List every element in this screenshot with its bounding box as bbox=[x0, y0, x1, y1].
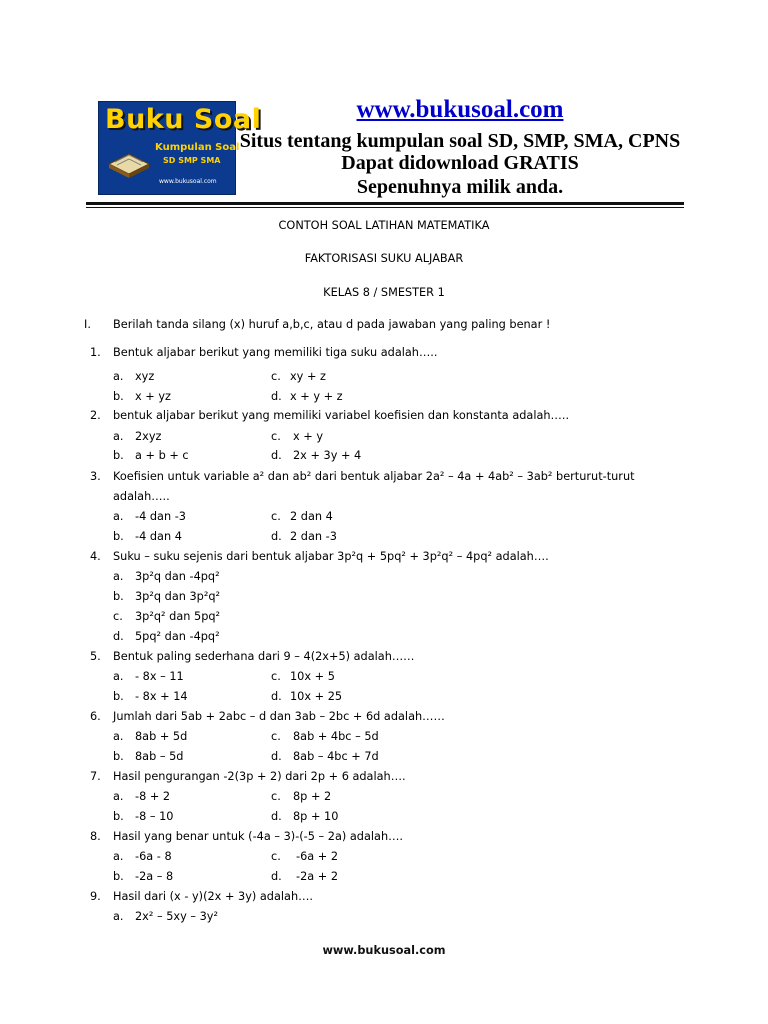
option-b: -2a – 8 bbox=[135, 870, 174, 883]
question-number: 8. bbox=[90, 830, 101, 843]
option-letter: c. bbox=[271, 790, 281, 803]
option-letter: d. bbox=[271, 870, 282, 883]
option-letter: c. bbox=[271, 370, 281, 383]
section-instruction: Berilah tanda silang (x) huruf a,b,c, atau d pada jawaban yang paling benar ! bbox=[113, 318, 551, 331]
question-number: 9. bbox=[90, 890, 101, 903]
site-logo bbox=[98, 101, 262, 195]
section-number: I. bbox=[84, 318, 91, 331]
footer-url[interactable]: www.bukusoal.com bbox=[322, 944, 446, 957]
option-c: -6a + 2 bbox=[296, 850, 339, 863]
option-a: -8 + 2 bbox=[135, 790, 171, 803]
question-number: 1. bbox=[90, 346, 101, 359]
site-url-link[interactable]: www.bukusoal.com bbox=[356, 96, 564, 123]
option-d: -2a + 2 bbox=[296, 870, 339, 883]
option-b: - 8x + 14 bbox=[135, 690, 188, 703]
option-letter: a. bbox=[113, 670, 124, 683]
option-letter: a. bbox=[113, 730, 124, 743]
option-letter: b. bbox=[113, 870, 124, 883]
question-text: Bentuk aljabar berikut yang memiliki tiga suku adalah….. bbox=[113, 346, 438, 359]
option-letter: c. bbox=[271, 730, 281, 743]
option-letter: d. bbox=[271, 750, 282, 763]
question-text: Hasil pengurangan -2(3p + 2) dari 2p + 6 adalah…. bbox=[113, 770, 406, 783]
question-text: Bentuk paling sederhana dari 9 – 4(2x+5) adalah…… bbox=[113, 650, 415, 663]
option-letter: a. bbox=[113, 850, 124, 863]
option-d: 2x + 3y + 4 bbox=[293, 449, 362, 462]
option-letter: a. bbox=[113, 570, 124, 583]
option-letter: b. bbox=[113, 750, 124, 763]
option-c: 8ab + 4bc – 5d bbox=[293, 730, 379, 743]
book-icon bbox=[107, 140, 151, 180]
logo-url: www.bukusoal.com bbox=[159, 178, 217, 185]
question-text: Koefisien untuk variable a² dan ab² dari bentuk aljabar 2a² – 4a + 4ab² – 3ab² berturut-turut bbox=[113, 470, 635, 483]
question-text: Hasil yang benar untuk (-4a – 3)-(-5 – 2a) adalah…. bbox=[113, 830, 404, 843]
option-a: -6a - 8 bbox=[135, 850, 172, 863]
option-letter: a. bbox=[113, 510, 124, 523]
option-c: 2 dan 4 bbox=[290, 510, 333, 523]
option-letter: b. bbox=[113, 590, 124, 603]
doc-title: CONTOH SOAL LATIHAN MATEMATIKA bbox=[278, 219, 490, 232]
option-letter: b. bbox=[113, 690, 124, 703]
option-letter: d. bbox=[271, 530, 282, 543]
option-a: -4 dan -3 bbox=[135, 510, 186, 523]
option-d: 5pq² dan -4pq² bbox=[135, 630, 220, 643]
doc-class: KELAS 8 / SMESTER 1 bbox=[323, 286, 445, 299]
option-a: 2x² – 5xy – 3y² bbox=[135, 910, 219, 923]
option-c: 8p + 2 bbox=[293, 790, 332, 803]
question-text: Jumlah dari 5ab + 2abc – d dan 3ab – 2bc + 6d adalah…… bbox=[113, 710, 445, 723]
question-number: 3. bbox=[90, 470, 101, 483]
option-b: -8 – 10 bbox=[135, 810, 174, 823]
option-letter: d. bbox=[271, 449, 282, 462]
option-letter: c. bbox=[113, 610, 123, 623]
option-letter: d. bbox=[113, 630, 124, 643]
option-b: 3p²q dan 3p²q² bbox=[135, 590, 221, 603]
option-a: 8ab + 5d bbox=[135, 730, 188, 743]
question-number: 2. bbox=[90, 409, 101, 422]
question-text-continued: adalah….. bbox=[113, 490, 170, 503]
option-letter: a. bbox=[113, 430, 124, 443]
option-b: -4 dan 4 bbox=[135, 530, 182, 543]
question-number: 6. bbox=[90, 710, 101, 723]
question-number: 5. bbox=[90, 650, 101, 663]
option-letter: a. bbox=[113, 790, 124, 803]
option-a: 3p²q dan -4pq² bbox=[135, 570, 220, 583]
logo-subtitle: Kumpulan Soal bbox=[155, 142, 240, 153]
header-divider-thin bbox=[86, 207, 684, 208]
option-c: 10x + 5 bbox=[290, 670, 335, 683]
logo-title: Buku Soal bbox=[105, 104, 262, 135]
option-letter: b. bbox=[113, 810, 124, 823]
tagline-3: Sepenuhnya milik anda. bbox=[356, 176, 564, 198]
option-d: x + y + z bbox=[290, 390, 343, 403]
option-letter: d. bbox=[271, 810, 282, 823]
option-letter: a. bbox=[113, 910, 124, 923]
doc-topic: FAKTORISASI SUKU ALJABAR bbox=[304, 252, 464, 265]
header-divider bbox=[86, 202, 684, 205]
option-letter: d. bbox=[271, 690, 282, 703]
option-letter: c. bbox=[271, 670, 281, 683]
option-d: 8p + 10 bbox=[293, 810, 339, 823]
option-b: a + b + c bbox=[135, 449, 189, 462]
option-a: xyz bbox=[135, 370, 155, 383]
question-number: 7. bbox=[90, 770, 101, 783]
option-b: 8ab – 5d bbox=[135, 750, 184, 763]
option-d: 2 dan -3 bbox=[290, 530, 337, 543]
option-letter: b. bbox=[113, 390, 124, 403]
option-letter: b. bbox=[113, 449, 124, 462]
option-b: x + yz bbox=[135, 390, 171, 403]
option-c: x + y bbox=[293, 430, 324, 443]
question-text: Suku – suku sejenis dari bentuk aljabar 3p²q + 5pq² + 3p²q² – 4pq² adalah…. bbox=[113, 550, 549, 563]
question-text: bentuk aljabar berikut yang memiliki variabel koefisien dan konstanta adalah….. bbox=[113, 409, 570, 422]
option-a: - 8x – 11 bbox=[135, 670, 184, 683]
tagline-2: Dapat didownload GRATIS bbox=[341, 152, 579, 174]
option-c: xy + z bbox=[290, 370, 326, 383]
option-letter: c. bbox=[271, 430, 281, 443]
question-text: Hasil dari (x - y)(2x + 3y) adalah…. bbox=[113, 890, 314, 903]
logo-levels: SD SMP SMA bbox=[163, 156, 221, 165]
option-a: 2xyz bbox=[135, 430, 162, 443]
option-letter: c. bbox=[271, 850, 281, 863]
option-letter: a. bbox=[113, 370, 124, 383]
question-number: 4. bbox=[90, 550, 101, 563]
option-d: 10x + 25 bbox=[290, 690, 343, 703]
option-letter: d. bbox=[271, 390, 282, 403]
tagline-1: Situs tentang kumpulan soal SD, SMP, SMA, CPNS bbox=[239, 130, 681, 152]
option-letter: c. bbox=[271, 510, 281, 523]
option-d: 8ab – 4bc + 7d bbox=[293, 750, 379, 763]
option-c: 3p²q² dan 5pq² bbox=[135, 610, 221, 623]
option-letter: b. bbox=[113, 530, 124, 543]
